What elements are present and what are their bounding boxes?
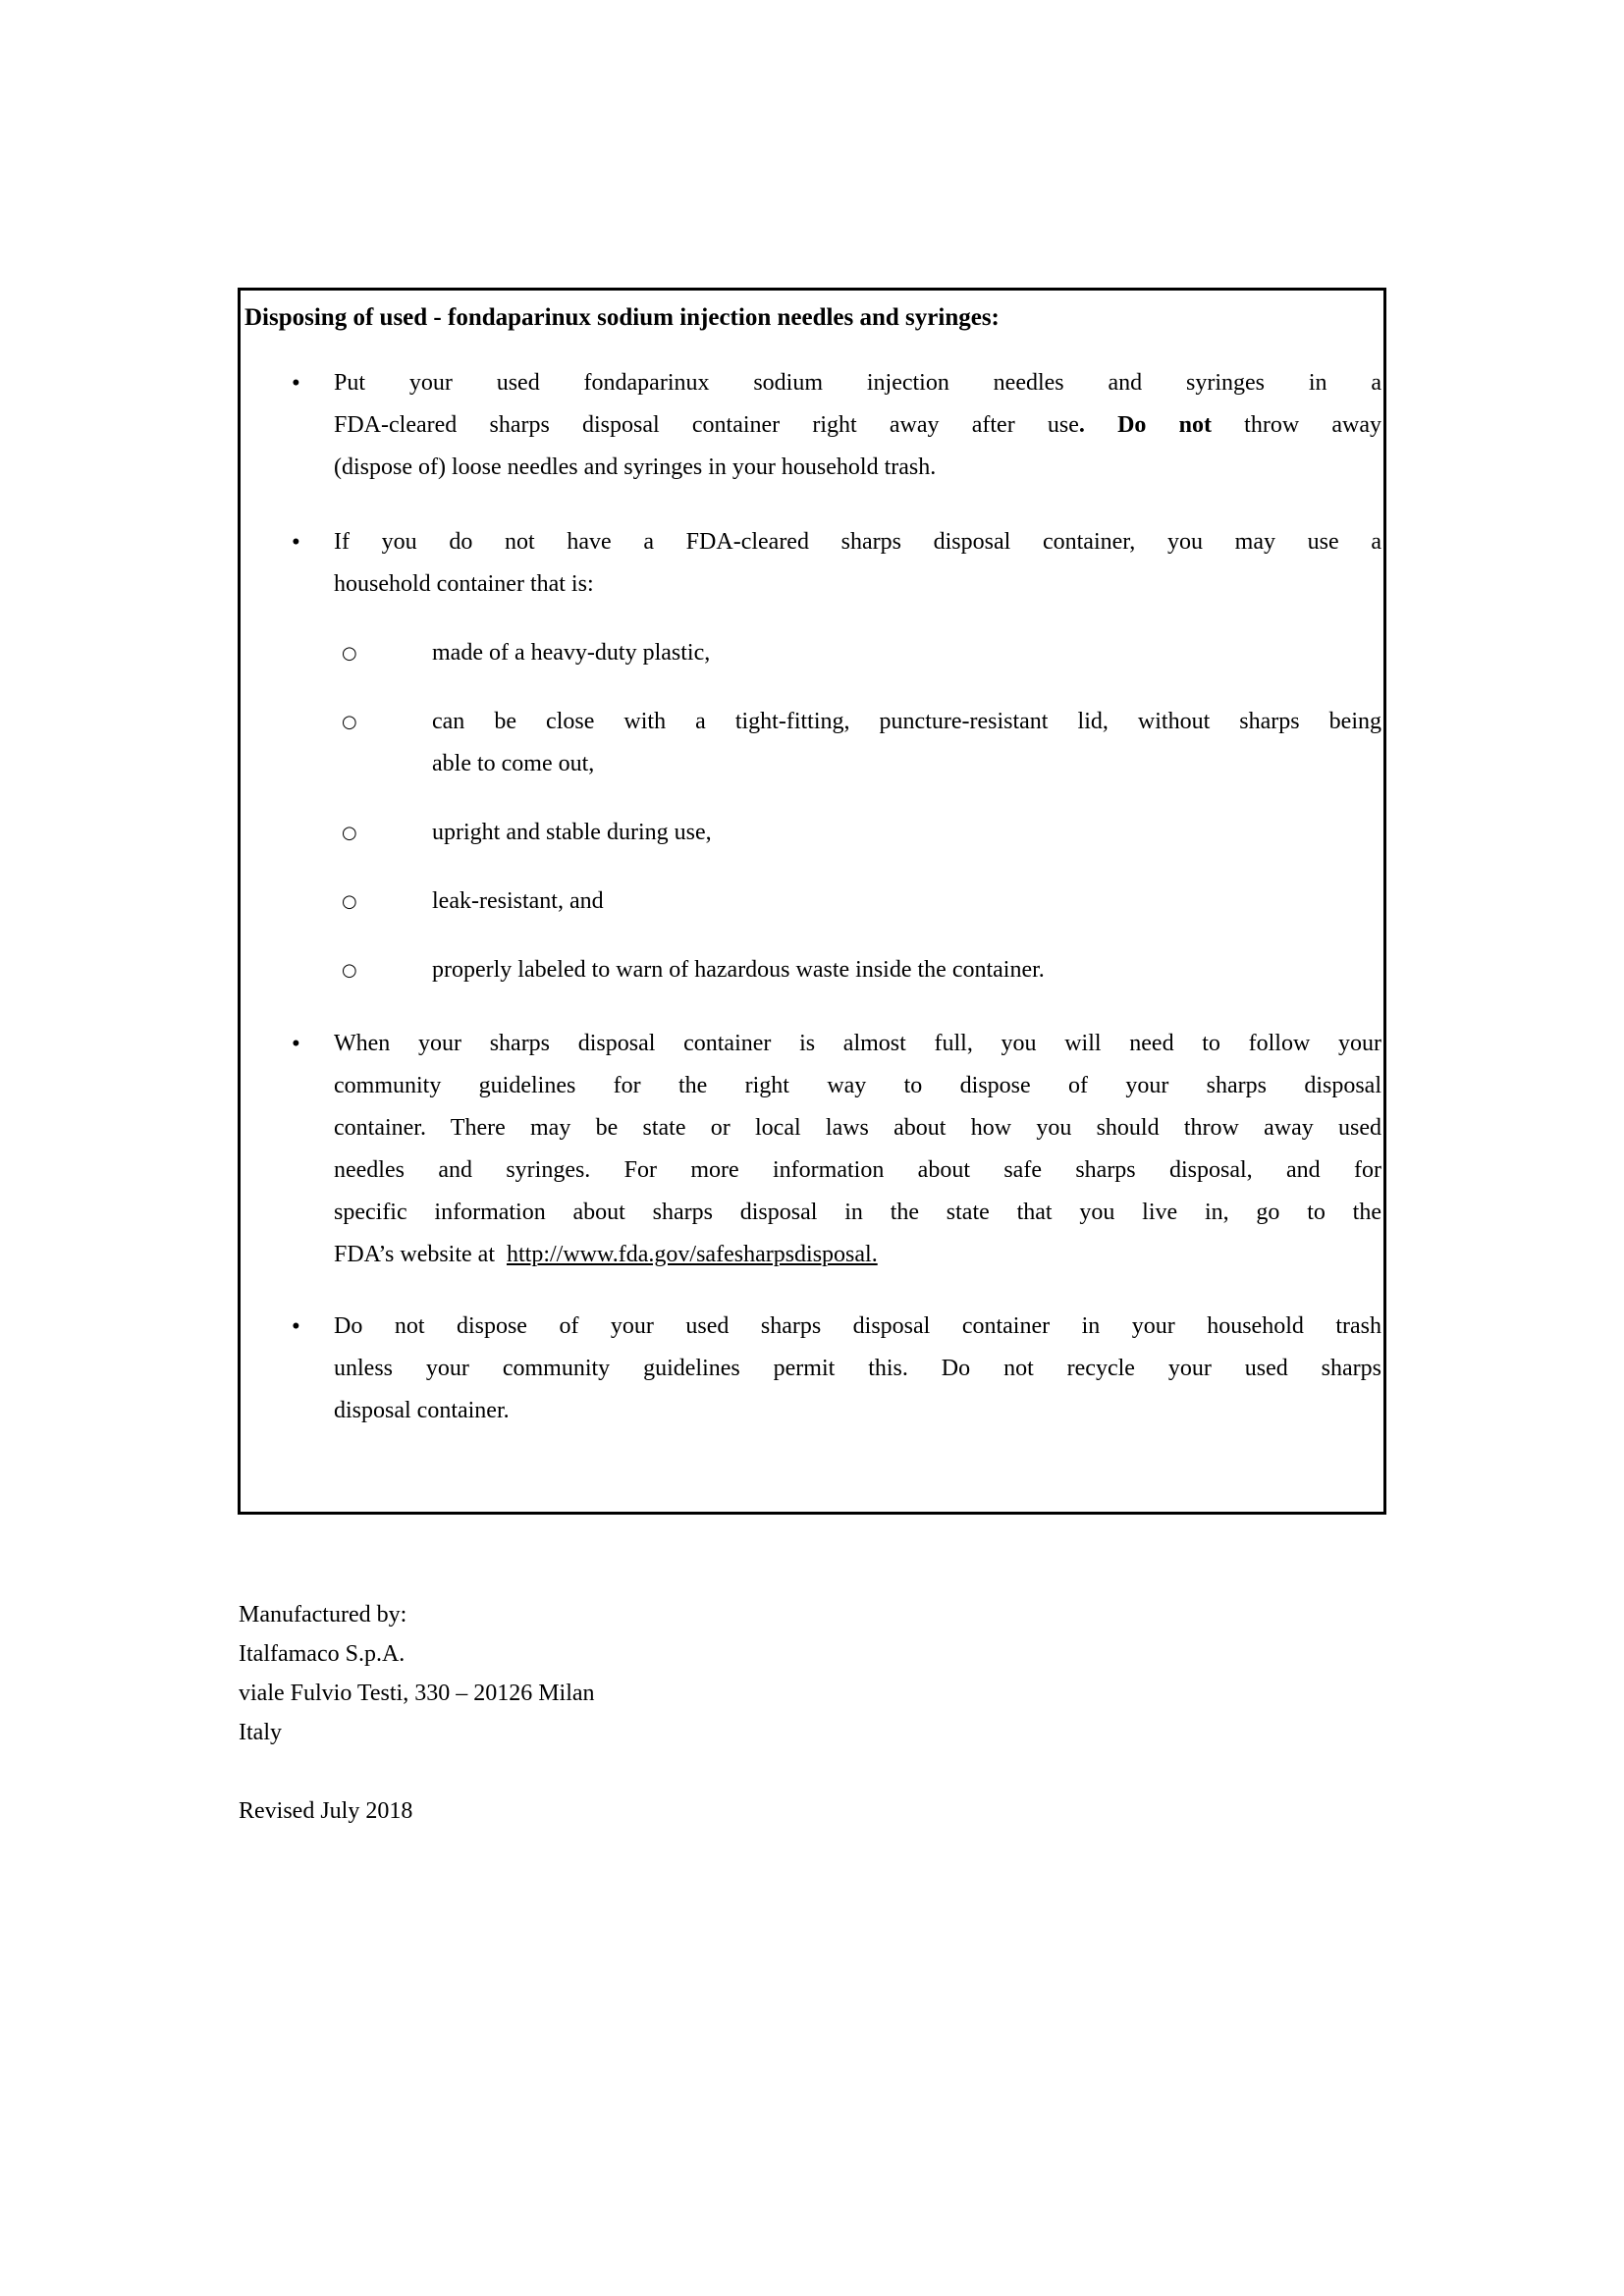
bullet-text — [334, 1306, 1383, 1432]
text-segment: throw away — [1211, 412, 1382, 438]
bullet-icon: • — [292, 370, 300, 397]
manufactured-by-label: Manufactured by: — [239, 1602, 407, 1628]
text-segment: FDA’s website at — [334, 1242, 507, 1267]
bold-text-segment: . Do not — [1078, 412, 1212, 438]
bullet-text — [334, 1023, 1383, 1276]
circle-bullet-icon: ○ — [342, 643, 357, 664]
paragraph-line: (dispose of) loose needles and syringes in your household trash. — [334, 454, 937, 480]
paragraph-line: If you do not have a FDA-cleared sharps disposal container, you may use a — [334, 529, 1381, 555]
paragraph-line — [334, 404, 1381, 447]
box-title: Disposing of used - fondaparinux sodium injection needles and syringes: — [244, 304, 1000, 331]
paragraph-line: leak-resistant, and — [432, 888, 604, 914]
sub-bullet-item-properly-labeled — [244, 949, 1383, 991]
paragraph-line: household container that is: — [334, 571, 594, 597]
disposal-instructions-box — [238, 288, 1386, 1515]
company-country: Italy — [239, 1720, 282, 1745]
paragraph-line: community guidelines for the right way to dispose of your sharps disposal — [334, 1073, 1381, 1098]
paragraph-line: needles and syringes. For more information about safe sharps disposal, and for — [334, 1157, 1381, 1183]
sub-bullet-text — [432, 632, 1383, 674]
company-name: Italfamaco S.p.A. — [239, 1641, 406, 1667]
bullet-icon: • — [292, 1313, 300, 1340]
paragraph-line: upright and stable during use, — [432, 820, 712, 845]
paragraph-line: made of a heavy-duty plastic, — [432, 640, 711, 666]
paragraph-line: Do not dispose of your used sharps disposal container in your household trash — [334, 1313, 1381, 1339]
paragraph-line: disposal container. — [334, 1398, 510, 1423]
bullet-icon: • — [292, 1031, 300, 1057]
sub-bullet-text — [432, 701, 1383, 785]
fda-safesharpsdisposal-link[interactable]: http://www.fda.gov/safesharpsdisposal. — [507, 1242, 878, 1267]
paragraph-line: When your sharps disposal container is almost full, you will need to follow your — [334, 1031, 1381, 1056]
paragraph-line: specific information about sharps disposal in the state that you live in, go to the — [334, 1200, 1381, 1225]
paragraph-line: Put your used fondaparinux sodium injection needles and syringes in a — [334, 370, 1381, 396]
sub-bullet-text — [432, 949, 1383, 991]
company-address: viale Fulvio Testi, 330 – 20126 Milan — [239, 1681, 595, 1706]
bullet-text — [334, 362, 1383, 489]
sub-bullet-text — [432, 812, 1383, 854]
text-segment: FDA-cleared sharps disposal container right away after use — [334, 412, 1079, 438]
paragraph-line: properly labeled to warn of hazardous waste inside the container. — [432, 957, 1045, 983]
paragraph-line: unless your community guidelines permit this. Do not recycle your used sharps — [334, 1356, 1381, 1381]
circle-bullet-icon: ○ — [342, 712, 357, 732]
sub-bullet-text — [432, 881, 1383, 923]
revised-date: Revised July 2018 — [239, 1798, 413, 1824]
bullet-item-household-container — [244, 521, 1383, 606]
paragraph-line: able to come out, — [432, 751, 595, 776]
manufacturer-footer — [239, 1595, 595, 1831]
paragraph-line: container. There may be state or local laws about how you should throw away used — [334, 1115, 1381, 1141]
sub-bullet-item-tight-fitting-lid — [244, 701, 1383, 785]
paragraph-line — [334, 1234, 1381, 1276]
bullet-text — [334, 521, 1383, 606]
bullet-item-container-almost-full — [244, 1023, 1383, 1276]
bullet-icon: • — [292, 529, 300, 556]
bullet-item-do-not-dispose-trash — [244, 1306, 1383, 1432]
circle-bullet-icon: ○ — [342, 960, 357, 981]
sub-bullet-item-heavy-duty — [244, 632, 1383, 674]
paragraph-line: can be close with a tight-fitting, puncture-resistant lid, without sharps being — [432, 709, 1381, 734]
circle-bullet-icon: ○ — [342, 823, 357, 843]
sub-bullet-item-leak-resistant — [244, 881, 1383, 923]
bullet-item-put-used-needles — [244, 362, 1383, 489]
circle-bullet-icon: ○ — [342, 891, 357, 912]
sub-bullet-item-upright-stable — [244, 812, 1383, 854]
